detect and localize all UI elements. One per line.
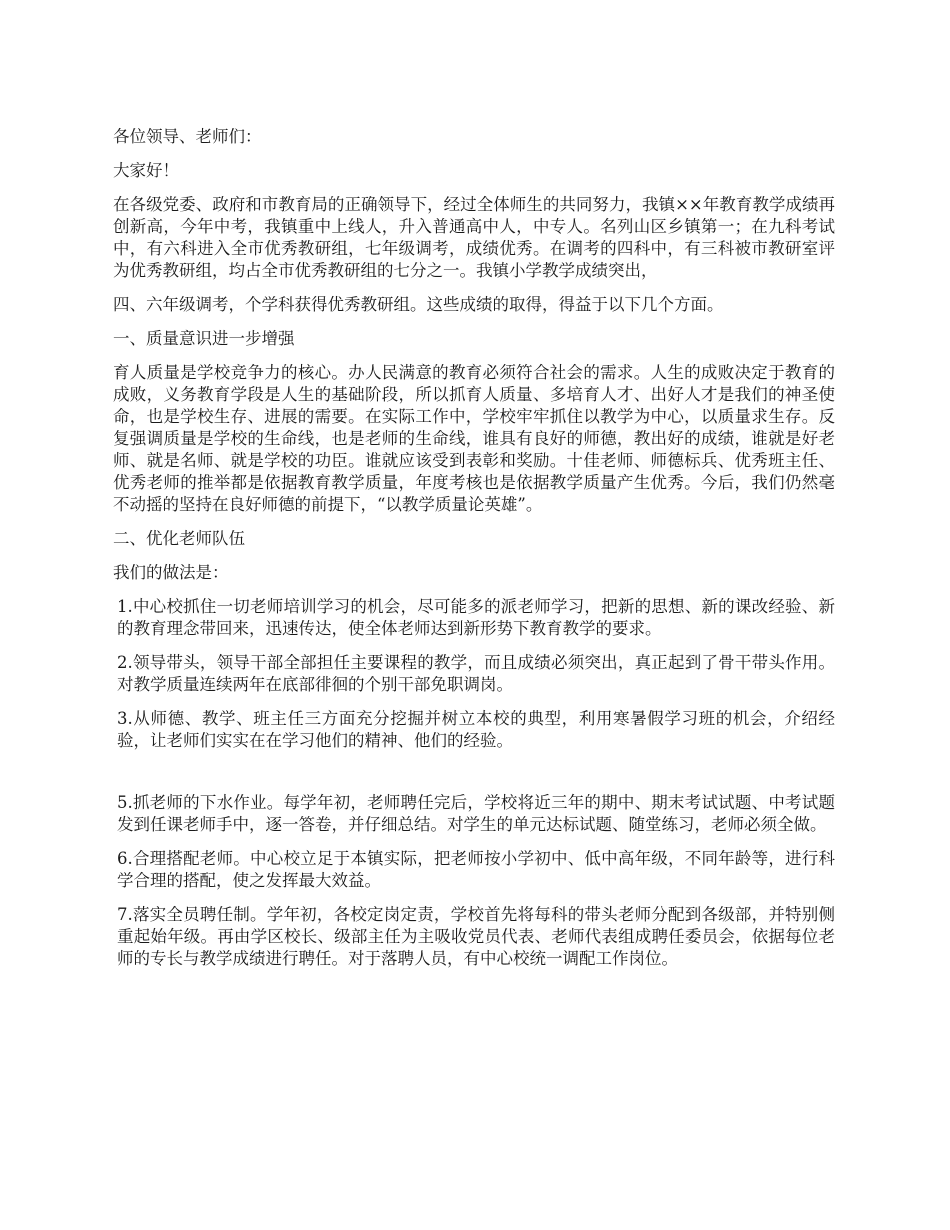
- salutation: 大家好！: [113, 161, 179, 180]
- section-heading-teachers: 二、优化老师队伍: [113, 529, 245, 548]
- paragraph-achievements: 在各级党委、政府和市教育局的正确领导下，经过全体师生的共同努力，我镇××年教育教学成绩再创新高，今年中考，我镇重中上线人，升入普通高中人，中专人。名列山区乡镇第一；在九科考试中，有六科进入全市优秀教研组，七年级调考，成绩优秀。在调考的四科中，有三科被市教研室评为优秀教研组，均占全市优秀教研组的七分之一。我镇小学教学成绩突出，: [113, 195, 835, 280]
- list-item-7: 7.落实全员聘任制。学年初，各校定岗定责，学校首先将每科的带头老师分配到各级部，并特别侧重起始年级。再由学区校长、级部主任为主吸收党员代表、老师代表组成聘任委员会，依据每位老师的专长与教学成绩进行聘任。对于落聘人员，有中心校统一调配工作岗位。: [117, 905, 835, 968]
- paragraph-quality: 育人质量是学校竞争力的核心。办人民满意的教育必须符合社会的需求。人生的成败决定于教育的成败，义务教育学段是人生的基础阶段，所以抓育人质量、多培育人才、出好人才是我们的神圣使命，也是学校生存、进展的需要。在实际工作中，学校牢牢抓住以教学为中心，以质量求生存。反复强调质量是学校的生命线，也是老师的生命线，谁具有良好的师德，教出好的成绩，谁就是好老师、就是名师、就是学校的功臣。谁就应该受到表彰和奖励。十佳老师、师德标兵、优秀班主任、优秀老师的推举都是依据教育教学质量，年度考核也是依据教学质量产生优秀。今后，我们仍然毫不动摇的坚持在良好师德的前提下，“以教学质量论英雄”。: [113, 363, 835, 514]
- list-item-5: 5.抓老师的下水作业。每学年初，老师聘任完后，学校将近三年的期中、期末考试试题、中考试题发到任课老师手中，逐一答卷，并仔细总结。对学生的单元达标试题、随堂练习，老师必须全做。: [117, 793, 835, 834]
- document-body: [113, 126, 835, 982]
- list-item-6: 6.合理搭配老师。中心校立足于本镇实际，把老师按小学初中、低中高年级，不同年龄等，进行科学合理的搭配，使之发挥最大效益。: [117, 849, 835, 890]
- list-item-1: 1.中心校抓住一切老师培训学习的机会，尽可能多的派老师学习，把新的思想、新的课改经验、新的教育理念带回来，迅速传达，使全体老师达到新形势下教育教学的要求。: [117, 597, 835, 638]
- blank-gap: [113, 764, 835, 792]
- paragraph-methods-intro: 我们的做法是：: [113, 563, 229, 582]
- section-heading-quality: 一、质量意识进一步增强: [113, 329, 295, 348]
- paragraph-summary: 四、六年级调考，个学科获得优秀教研组。这些成绩的取得，得益于以下几个方面。: [113, 295, 724, 314]
- greeting: 各位领导、老师们：: [113, 127, 262, 146]
- list-item-3: 3.从师德、教学、班主任三方面充分挖掘并树立本校的典型，利用寒暑假学习班的机会，介绍经验，让老师们实实在在学习他们的精神、他们的经验。: [117, 709, 835, 750]
- list-item-2: 2.领导带头，领导干部全部担任主要课程的教学，而且成绩必须突出，真正起到了骨干带头作用。对教学质量连续两年在底部徘徊的个别干部免职调岗。: [117, 653, 835, 694]
